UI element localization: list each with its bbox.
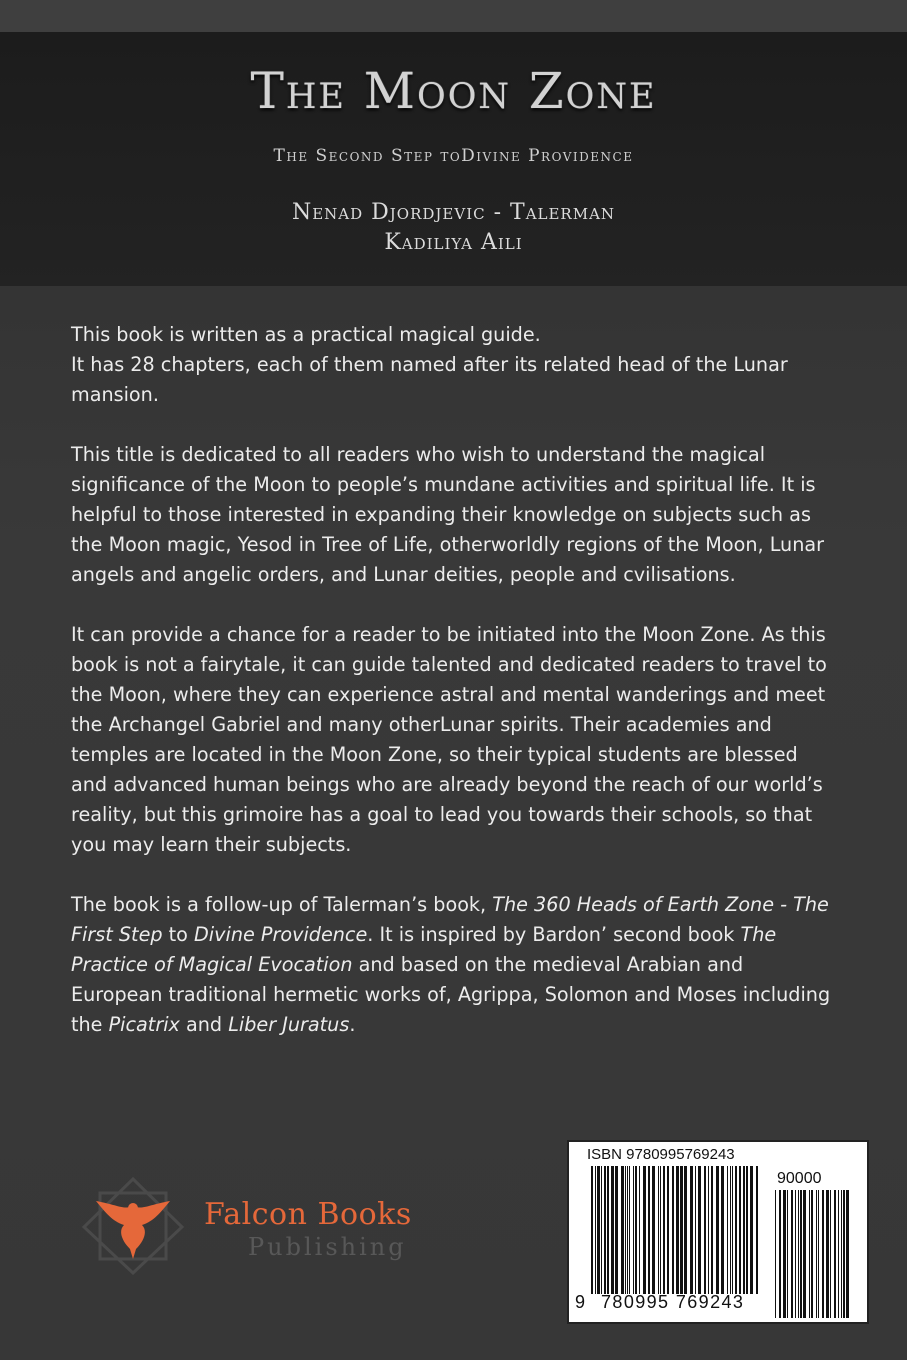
barcode-bar bbox=[615, 1166, 618, 1294]
barcode-bar bbox=[816, 1190, 817, 1318]
barcode-bar bbox=[735, 1166, 737, 1294]
barcode-bar bbox=[635, 1166, 637, 1294]
book-title-reference: Divine Providence bbox=[194, 923, 368, 946]
barcode-bar bbox=[621, 1166, 624, 1294]
barcode-bar bbox=[826, 1190, 829, 1318]
text-run: and based on the medieval Arabian and European traditional hermetic works of, Agrippa, Solomon and Moses including the bbox=[71, 953, 831, 1036]
barcode-bar bbox=[607, 1166, 609, 1294]
author-secondary: Kadiliya Aili bbox=[384, 230, 523, 255]
author-primary: Nenad Djordjevic - Talerman bbox=[291, 200, 616, 225]
barcode-bars-main bbox=[591, 1166, 759, 1294]
barcode-bar bbox=[750, 1166, 753, 1294]
barcode-bar bbox=[680, 1166, 683, 1294]
barcode-digits: 780995 769243 bbox=[601, 1292, 745, 1312]
barcode-bar bbox=[667, 1166, 669, 1294]
barcode-bar bbox=[627, 1166, 628, 1294]
barcode-bar bbox=[643, 1166, 646, 1294]
barcode-bars-addon bbox=[775, 1190, 849, 1318]
barcode-bar bbox=[708, 1166, 709, 1294]
barcode-bar bbox=[698, 1166, 701, 1294]
description-paragraph-3: It can provide a chance for a reader to be initiated into the Moon Zone. As this book is not a fairytale, it can guide talented and dedicated readers to travel to the Moon, where they can experience astral and mental wanderings and meet the Archangel Gabriel and many otherLunar spirits. Their academies and temples are located in the Moon Zone, so their typical students are blessed and advanced human beings who are already beyond the reach of our world’s reality, but this grimoire has a goal to lead you towards their schools, so that you may learn their subjects. bbox=[71, 623, 827, 856]
barcode-bar bbox=[803, 1190, 806, 1318]
text-run: to bbox=[162, 923, 195, 946]
barcode-bar bbox=[822, 1190, 824, 1318]
barcode-bar bbox=[629, 1166, 630, 1294]
barcode-bar bbox=[663, 1166, 665, 1294]
isbn-barcode bbox=[567, 1140, 869, 1324]
book-title-reference: Liber Juratus bbox=[228, 1013, 350, 1036]
falcon-icon bbox=[78, 1175, 188, 1275]
description-line: This book is written as a practical magical guide. bbox=[71, 323, 541, 346]
barcode-bar bbox=[639, 1166, 640, 1294]
barcode-bar bbox=[625, 1166, 626, 1294]
barcode-bar bbox=[830, 1190, 831, 1318]
barcode-bar bbox=[818, 1190, 819, 1318]
barcode-bar bbox=[791, 1190, 793, 1318]
barcode-bar bbox=[658, 1166, 659, 1294]
barcode-bar bbox=[756, 1166, 758, 1294]
publisher-subtitle: Publishing bbox=[248, 1233, 407, 1261]
text-run: The book is a follow-up of Talerman’s book, bbox=[71, 893, 493, 916]
barcode-bar bbox=[648, 1166, 650, 1294]
barcode-bar bbox=[595, 1166, 596, 1294]
description-paragraph-2: This title is dedicated to all readers who wish to understand the magical significance of the Moon to people’s mundane activities and spiritual life. It is helpful to those interested in expanding their knowledge on subjects such as the Moon magic, Yesod in Tree of Life, otherworldly regions of the Moon, Lunar angels and angelic orders, and Lunar deities, people and cvilisations. bbox=[71, 443, 825, 586]
barcode-bar bbox=[684, 1166, 687, 1294]
text-run: . It is inspired by Bardon’ second book bbox=[367, 923, 741, 946]
barcode-bar bbox=[811, 1190, 813, 1318]
barcode-bar bbox=[775, 1190, 776, 1318]
publisher-logo bbox=[78, 1175, 498, 1275]
barcode-bar bbox=[721, 1166, 724, 1294]
barcode-bar bbox=[727, 1166, 728, 1294]
barcode-bar bbox=[704, 1166, 706, 1294]
book-title-reference: The Practice of Magical Evocation bbox=[71, 923, 777, 976]
barcode-bar bbox=[800, 1190, 802, 1318]
barcode-lead-digit: 9 bbox=[575, 1292, 586, 1312]
barcode-bar bbox=[711, 1166, 713, 1294]
barcode-bar bbox=[779, 1190, 781, 1318]
book-title: The Moon Zone bbox=[250, 62, 657, 120]
barcode-bar bbox=[739, 1166, 741, 1294]
barcode-bar bbox=[591, 1166, 593, 1294]
barcode-bar bbox=[846, 1190, 849, 1318]
text-run: and bbox=[179, 1013, 229, 1036]
barcode-bar bbox=[798, 1190, 799, 1318]
barcode-bar bbox=[841, 1190, 842, 1318]
barcode-bar bbox=[690, 1166, 693, 1294]
barcode-bar bbox=[743, 1166, 745, 1294]
isbn-label: ISBN 9780995769243 bbox=[587, 1146, 735, 1163]
text-run: . bbox=[349, 1013, 356, 1036]
barcode-bar bbox=[783, 1190, 786, 1318]
book-title-reference: The 360 Heads of Earth Zone - The First Step bbox=[71, 893, 829, 946]
barcode-bar bbox=[843, 1190, 845, 1318]
book-description bbox=[71, 320, 831, 1070]
barcode-bar bbox=[633, 1166, 634, 1294]
barcode-bar bbox=[809, 1190, 810, 1318]
barcode-bar bbox=[611, 1166, 614, 1294]
description-paragraph-4 bbox=[71, 890, 831, 1040]
barcode-bar bbox=[652, 1166, 655, 1294]
barcode-bar bbox=[601, 1166, 602, 1294]
barcode-bar bbox=[672, 1166, 674, 1294]
barcode-bar bbox=[730, 1166, 731, 1294]
barcode-bar bbox=[732, 1166, 733, 1294]
barcode-bar bbox=[676, 1166, 679, 1294]
barcode-bar bbox=[604, 1166, 606, 1294]
barcode-bar bbox=[695, 1166, 696, 1294]
barcode-bar bbox=[838, 1190, 839, 1318]
price-code: 90000 bbox=[777, 1170, 822, 1187]
book-title-reference: Picatrix bbox=[108, 1013, 180, 1036]
barcode-bar bbox=[834, 1190, 836, 1318]
top-border bbox=[0, 0, 907, 32]
barcode-bar bbox=[660, 1166, 661, 1294]
book-subtitle: The Second Step toDivine Providence bbox=[273, 146, 634, 166]
barcode-bar bbox=[746, 1166, 748, 1294]
barcode-bar bbox=[795, 1190, 796, 1318]
barcode-bar bbox=[787, 1190, 788, 1318]
description-line: It has 28 chapters, each of them named after its related head of the Lunar mansion. bbox=[71, 353, 788, 406]
publisher-name: Falcon Books bbox=[204, 1197, 412, 1232]
barcode-bar bbox=[716, 1166, 719, 1294]
description-paragraph-1 bbox=[71, 320, 831, 410]
barcode-bar bbox=[597, 1166, 600, 1294]
